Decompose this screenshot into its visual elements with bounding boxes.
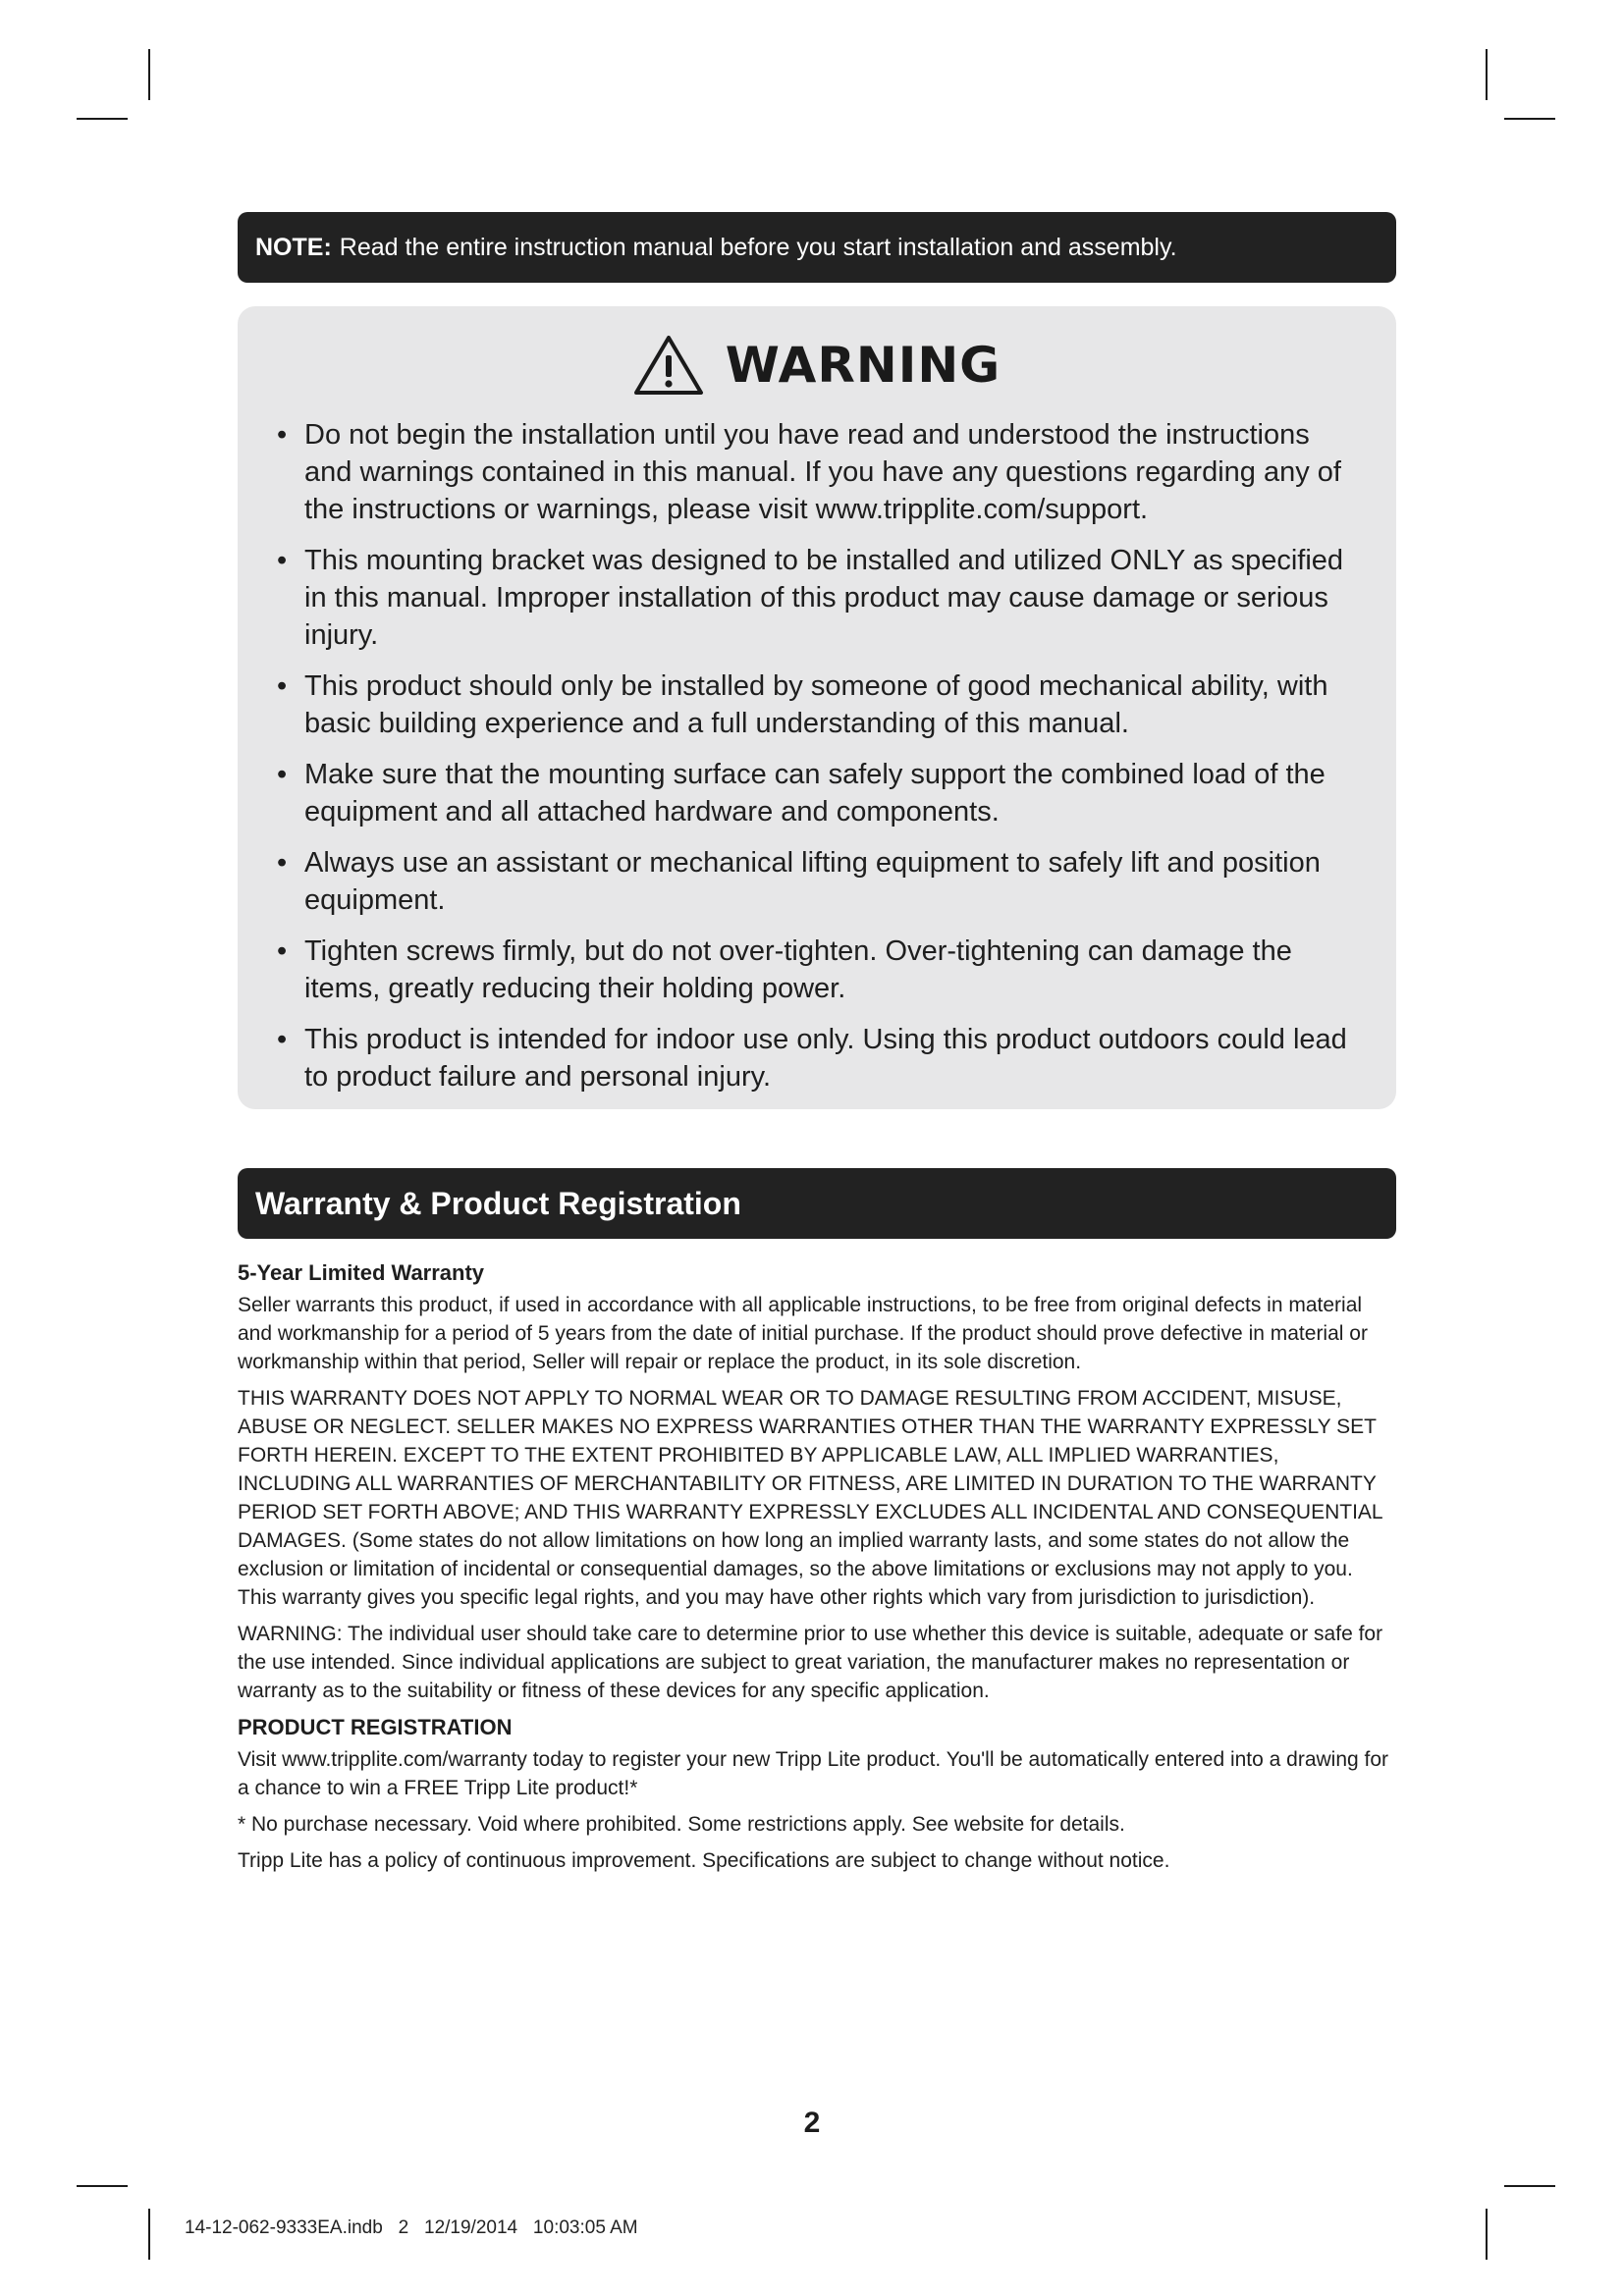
registration-paragraph: Tripp Lite has a policy of continuous improvement. Specifications are subject to change without notice. [238, 1849, 1170, 1872]
registration-paragraph: * No purchase necessary. Void where prohibited. Some restrictions apply. See website for details. [238, 1813, 1125, 1836]
crop-mark [148, 49, 150, 100]
crop-mark [148, 2209, 150, 2260]
warning-list [273, 416, 1361, 1095]
warning-item: • Do not begin the installation until you have read and understood the instructions and warnings contained in this manual. If you have any questions regarding any of the instructions or warnings, please visit www.tripplite.com/support. [277, 419, 1341, 525]
warning-title: WARNING [725, 337, 1001, 394]
warning-item: • This product is intended for indoor use only. Using this product outdoors could lead to product failure and personal injury. [277, 1024, 1347, 1093]
warranty-paragraph: THIS WARRANTY DOES NOT APPLY TO NORMAL WEAR OR TO DAMAGE RESULTING FROM ACCIDENT, MISUSE, ABUSE OR NEGLECT. SELLER MAKES NO EXPRESS WARRANTIES OTHER THAN THE WARRANTY EXPRESSLY SET FORTH HEREIN. EXCEPT TO THE EXTENT PROHIBITED BY APPLICABLE LAW, ALL IMPLIED WARRANTIES, INCLUDING ALL WARRANTIES OF MERCHANTABILITY OR FITNESS, ARE LIMITED IN DURATION TO THE WARRANTY PERIOD SET FORTH ABOVE; AND THIS WARRANTY EXPRESSLY EXCLUDES ALL INCIDENTAL AND CONSEQUENTIAL DAMAGES. (Some states do not allow limitations on how long an implied warranty lasts, and some states do not allow the exclusion or limitation of incidental or consequential damages, so the above limitations or exclusions may not apply to you. This warranty gives you specific legal rights, and you may have other rights which vary from jurisdiction to jurisdiction). [238, 1387, 1382, 1609]
registration-heading: PRODUCT REGISTRATION [238, 1715, 513, 1739]
warranty-body [238, 1258, 1396, 1883]
note-text: Read the entire instruction manual before you start installation and assembly. [339, 233, 1177, 261]
note-bar [238, 212, 1396, 283]
warranty-paragraph: Seller warrants this product, if used in accordance with all applicable instructions, to be free from original defects in material and workmanship for a period of 5 years from the date of initial purchase. If the product should prove defective in material or workmanship within that period, Seller will repair or replace the product, in its sole discretion. [238, 1294, 1368, 1373]
warning-item: • Always use an assistant or mechanical lifting equipment to safely lift and position equipment. [277, 847, 1321, 916]
crop-mark [77, 118, 128, 120]
warning-box [238, 306, 1396, 1109]
crop-mark [1486, 49, 1488, 100]
crop-mark [1504, 118, 1555, 120]
warranty-section-header: Warranty & Product Registration [238, 1168, 1396, 1239]
warning-item: • Tighten screws firmly, but do not over-tighten. Over-tightening can damage the items, greatly reducing their holding power. [277, 935, 1292, 1004]
warning-triangle-icon [633, 334, 704, 397]
crop-mark [1486, 2209, 1488, 2260]
footer-slug: 14-12-062-9333EA.indb 2 12/19/2014 10:03:05 AM [185, 2217, 638, 2238]
crop-mark [77, 2185, 128, 2187]
note-label: NOTE: [255, 233, 332, 261]
warning-heading [273, 328, 1361, 402]
warning-item: • Make sure that the mounting surface can safely support the combined load of the equipment and all attached hardware and components. [277, 759, 1326, 828]
crop-mark [1504, 2185, 1555, 2187]
warranty-heading: 5-Year Limited Warranty [238, 1260, 485, 1285]
warranty-paragraph: WARNING: The individual user should take care to determine prior to use whether this device is suitable, adequate or safe for the use intended. Since individual applications are subject to great variation, the manufacturer makes no representation or warranty as to the suitability or fitness of these devices for any specific application. [238, 1623, 1383, 1702]
registration-paragraph: Visit www.tripplite.com/warranty today to register your new Tripp Lite product. You'll be automatically entered into a drawing for a chance to win a FREE Tripp Lite product!* [238, 1748, 1389, 1799]
page-number: 2 [803, 2107, 821, 2139]
warning-item: • This product should only be installed by someone of good mechanical ability, with basic building experience and a full understanding of this manual. [277, 670, 1328, 739]
warning-item: • This mounting bracket was designed to be installed and utilized ONLY as specified in this manual. Improper installation of this product may cause damage or serious injury. [277, 545, 1344, 651]
